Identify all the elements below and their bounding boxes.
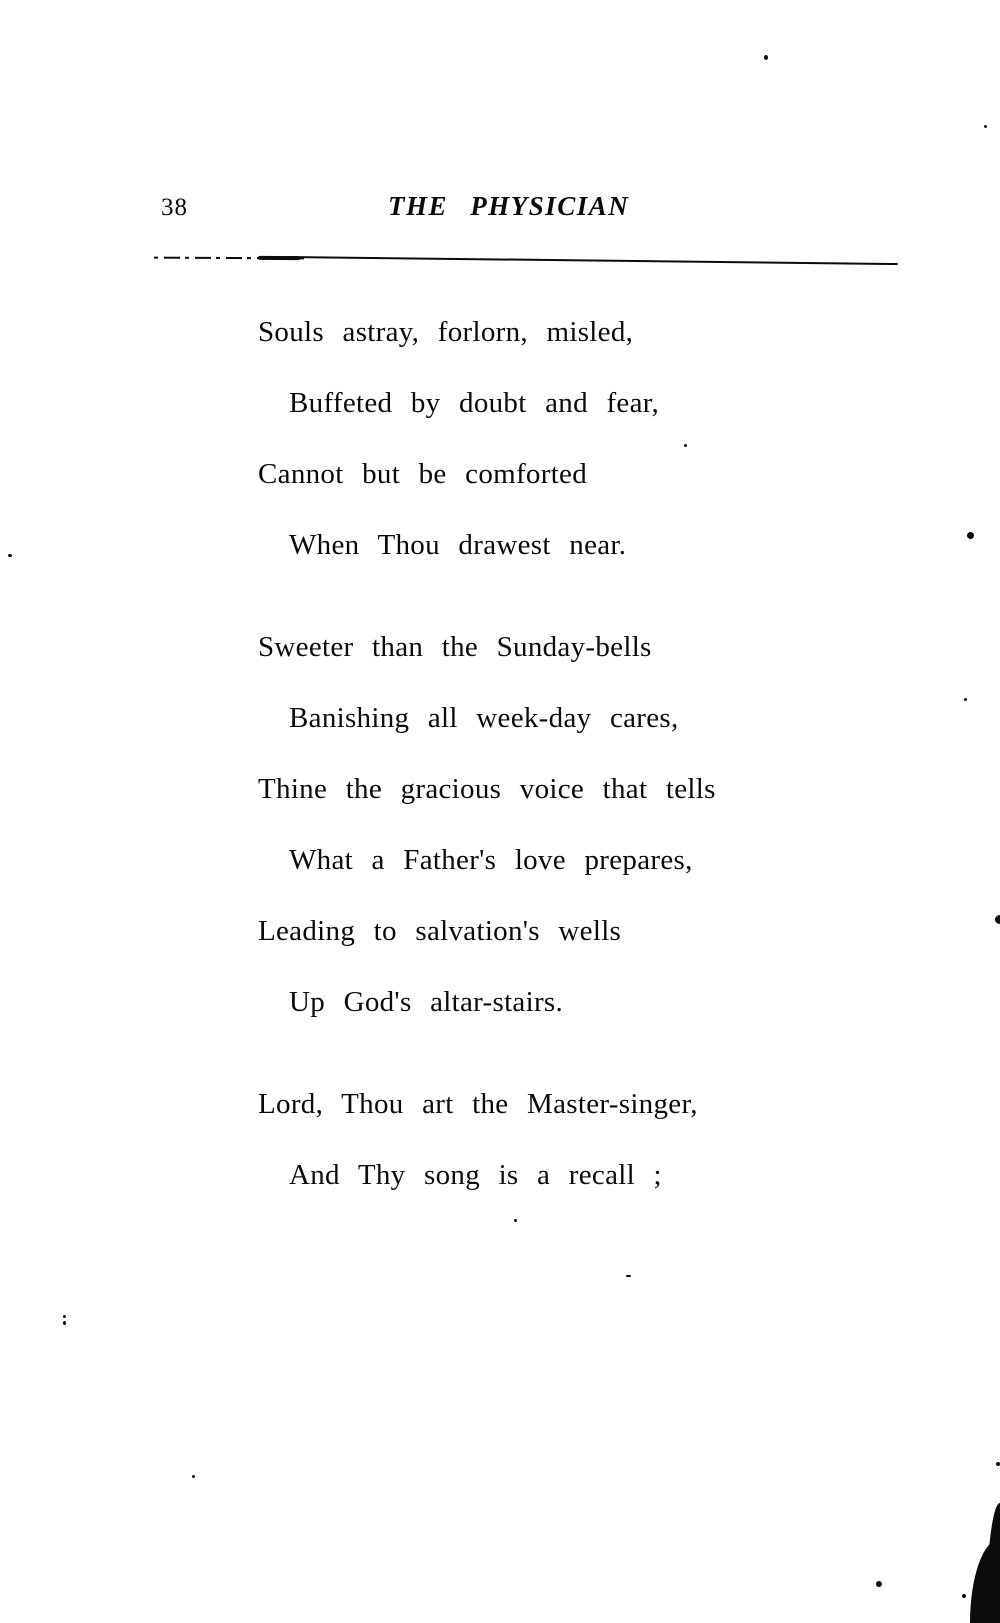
scan-speck (8, 554, 12, 557)
scan-speck (63, 1315, 66, 1318)
poem-line: Sweeter than the Sunday-bells (258, 631, 652, 663)
scan-speck (996, 1462, 1000, 1466)
header-rule-line (286, 256, 898, 265)
running-title: THE PHYSICIAN (388, 191, 630, 221)
scan-speck (964, 698, 967, 701)
stanza-3 (258, 1090, 716, 1190)
scan-speck (967, 532, 974, 539)
header-rule (154, 252, 900, 272)
poem-line: Leading to salvation's wells (258, 915, 622, 947)
page-number: 38 (161, 194, 188, 221)
scan-speck (764, 55, 768, 60)
stanza-2 (258, 633, 716, 1017)
stanza-1 (258, 318, 716, 560)
scan-speck (962, 1594, 966, 1598)
poem-line: Up God's altar-stairs. (289, 986, 564, 1018)
poem-line: Buffeted by doubt and fear, (289, 387, 660, 419)
poem-line: And Thy song is a recall ; (289, 1159, 662, 1191)
scan-speck (995, 915, 1000, 924)
running-head (0, 0, 1000, 240)
poem-line: Thine the gracious voice that tells (258, 773, 716, 805)
poem (258, 318, 716, 1263)
poem-line: Banishing all week-day cares, (289, 702, 679, 734)
scan-speck (192, 1475, 195, 1478)
scan-speck (63, 1321, 66, 1325)
scan-speck (684, 444, 687, 447)
scan-speck (514, 1219, 517, 1222)
poem-line: When Thou drawest near. (289, 529, 627, 561)
poem-line: Lord, Thou art the Master-singer, (258, 1088, 698, 1120)
poem-line: Souls astray, forlorn, misled, (258, 316, 634, 348)
scan-speck (984, 125, 987, 128)
scan-speck (626, 1275, 631, 1277)
scan-speck (876, 1581, 882, 1587)
scan-corner-blob (970, 1539, 1000, 1623)
poem-line: Cannot but be comforted (258, 458, 588, 490)
poem-line: What a Father's love prepares, (289, 844, 693, 876)
